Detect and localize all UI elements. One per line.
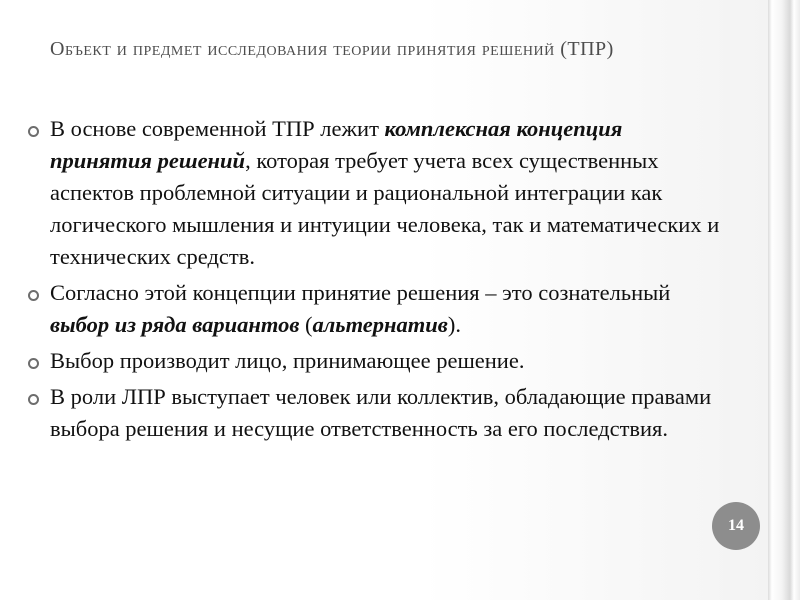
bullet-circle-icon xyxy=(28,290,39,301)
text-run: В роли ЛПР выступает человек или коллектив, обладающие правами выбора решения и несущие ответственность за его последствия. xyxy=(50,384,712,441)
text-run: Согласно этой концепции принятие решения – это сознательный xyxy=(50,280,671,305)
text-run: ). xyxy=(447,312,461,337)
text-run: Выбор производит лицо, принимающее решение. xyxy=(50,348,525,373)
bullet-text xyxy=(50,116,719,269)
text-run: В основе современной ТПР лежит xyxy=(50,116,385,141)
text-run: , которая требует учета всех существенных аспектов проблемной ситуации и рациональной интеграции как логического мышления и интуиции человека, так и математических и технических средств. xyxy=(50,148,720,269)
text-run: ( xyxy=(299,312,313,337)
bullet-text xyxy=(50,280,670,337)
bullet-item-4 xyxy=(28,381,728,445)
page-number: 14 xyxy=(728,517,744,534)
bullet-text xyxy=(50,384,711,441)
bullet-item-1 xyxy=(28,113,728,273)
bullet-list xyxy=(28,113,728,449)
bullet-circle-icon xyxy=(28,394,39,405)
slide-edge-decoration xyxy=(768,0,800,600)
slide-title: Объект и предмет исследования теории принятия решений (ТПР) xyxy=(50,38,614,60)
bullet-circle-icon xyxy=(28,358,39,369)
bullet-circle-icon xyxy=(28,126,39,137)
bullet-item-2 xyxy=(28,277,728,341)
emphasis-text: альтернатив xyxy=(312,312,448,337)
page-number-badge xyxy=(712,502,760,550)
emphasis-text: выбор из ряда вариантов xyxy=(50,312,300,337)
bullet-text xyxy=(50,348,524,373)
emphasis-text: комплексная концепция принятия решений xyxy=(50,116,623,173)
bullet-item-3 xyxy=(28,345,728,377)
